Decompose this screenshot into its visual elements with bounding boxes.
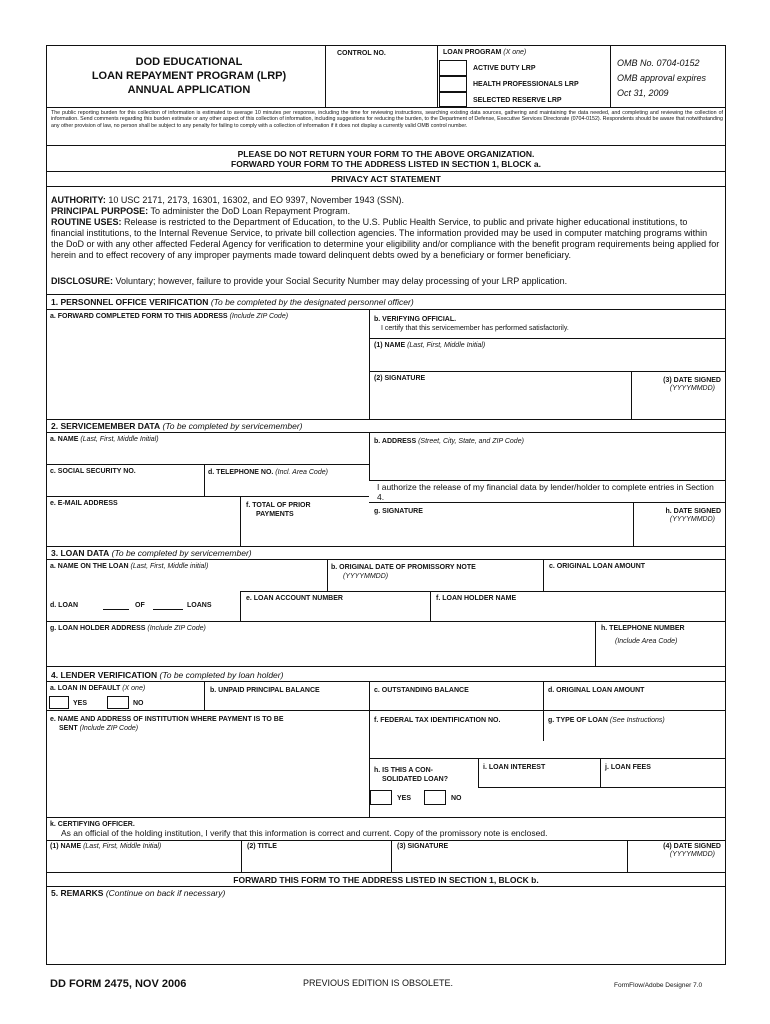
s4-k1-label: (1) NAME (Last, First, Middle Initial) [50, 843, 162, 850]
s2-signature-field[interactable] [371, 516, 631, 544]
s4-k4-label: (4) DATE SIGNED [663, 843, 721, 850]
s1-date-label: (3) DATE SIGNED [663, 377, 721, 384]
s4-original-amount-field[interactable] [545, 696, 723, 709]
s3-holder-name-field[interactable] [432, 603, 723, 620]
s4-loan-fees-field[interactable] [602, 773, 723, 786]
s4-i-label: i. LOAN INTEREST [483, 764, 546, 771]
s2-d-label: d. TELEPHONE NO. (Incl. Area Code) [208, 469, 328, 476]
s1-date-note: (YYYYMMDD) [669, 385, 715, 392]
s1-certify-text: I certify that this servicemember has performed satisfactorily. [381, 325, 569, 332]
forward-notice: FORWARD THIS FORM TO THE ADDRESS LISTED IN SECTION 1, BLOCK b. [233, 875, 539, 885]
s2-prior-payments-field[interactable] [242, 520, 367, 544]
s1-name-label: (1) NAME (Last, First, Middle Initial) [374, 342, 486, 349]
program-health-professionals: HEALTH PROFESSIONALS LRP [473, 81, 579, 88]
s3-b-label: b. ORIGINAL DATE OF PROMISSORY NOTE [331, 564, 476, 571]
s3-holder-phone-field[interactable] [597, 647, 723, 664]
health-professionals-checkbox[interactable] [439, 76, 467, 92]
s3-h-label: h. TELEPHONE NUMBER [601, 625, 685, 632]
return-notice: PLEASE DO NOT RETURN YOUR FORM TO THE ABOVE ORGANIZATION. FORWARD YOUR FORM TO THE ADDRESS LISTED IN SECTION 1, BLOCK a. [231, 149, 541, 169]
s4-c-label: c. OUTSTANDING BALANCE [374, 687, 469, 694]
s2-date-field[interactable] [635, 525, 723, 544]
s4-tax-id-field[interactable] [371, 726, 541, 740]
s4-k2-label: (2) TITLE [247, 843, 277, 850]
selected-reserve-checkbox[interactable] [439, 92, 467, 107]
s1-signature-label: (2) SIGNATURE [374, 375, 426, 382]
control-no-label: CONTROL NO. [337, 50, 386, 57]
s2-telephone-field[interactable] [206, 477, 367, 494]
form-title-line-1: DOD EDUCATIONAL [135, 56, 243, 68]
form-title [55, 55, 323, 97]
s4-consolidated-no-label: NO [451, 795, 462, 802]
s2-g-label: g. SIGNATURE [374, 508, 423, 515]
s1-signature-field[interactable] [371, 383, 629, 417]
s4-h-label: h. IS THIS A CON- SOLIDATED LOAN? [374, 767, 448, 783]
s4-k-label: k. CERTIFYING OFFICER. [50, 821, 135, 828]
s3-holder-address-field[interactable] [49, 634, 593, 664]
software-credit: FormFlow/Adobe Designer 7.0 [614, 982, 703, 989]
s2-f-label: f. TOTAL OF PRIOR PAYMENTS [246, 502, 311, 518]
s4-loan-type-field[interactable] [545, 726, 723, 740]
control-no-field[interactable] [326, 56, 437, 106]
s3-d-loans: LOANS [187, 602, 212, 609]
section-1-title: 1. PERSONNEL OFFICE VERIFICATION (To be completed by the designated personnel officer) [51, 297, 414, 307]
s1-a-label: a. FORWARD COMPLETED FORM TO THIS ADDRESS (Include ZIP Code) [50, 313, 289, 320]
s2-ssn-field[interactable] [49, 476, 202, 494]
privacy-disclosure: DISCLOSURE: Voluntary; however, failure to provide your Social Security Number may delay processing of your LRP application. [51, 276, 568, 286]
program-active-duty: ACTIVE DUTY LRP [473, 65, 536, 72]
obsolete-notice: PREVIOUS EDITION IS OBSOLETE. [303, 978, 454, 988]
s4-k4-note: (YYYYMMDD) [669, 851, 715, 858]
s3-original-amount-field[interactable] [545, 572, 723, 590]
s2-b-label: b. ADDRESS (Street, City, State, and ZIP Code) [374, 438, 524, 445]
burden-statement: The public reporting burden for this collection of information is estimated to average 10 minutes per response, including the time for reviewing instructions, searching existing data sources, gathering and maintaining the data needed, and completing and reviewing the collection of information. Send comments regarding this burden estimate or any other aspect of this collection of information, including suggestions for reducing the burden, to the Department of Defense, Executive Services Directorate (0704-0152). Respondents should be aware that notwithstanding any other provision of law, no person shall be subject to any penalty for failing to comply with a collection of information if it does not display a currently valid OMB control number. [51, 110, 723, 129]
s3-a-label: a. NAME ON THE LOAN (Last, First, Middle initial) [50, 563, 209, 570]
loan-program-label: LOAN PROGRAM (X one) [443, 49, 527, 56]
form-id: DD FORM 2475, NOV 2006 [50, 978, 187, 990]
s1-date-field[interactable] [633, 394, 723, 416]
form-title-line-2: LOAN REPAYMENT PROGRAM (LRP) [91, 70, 287, 82]
s3-d-of: OF [135, 602, 145, 609]
s3-account-number-field[interactable] [242, 603, 428, 620]
s2-name-field[interactable] [49, 444, 367, 464]
s3-name-field[interactable] [49, 572, 325, 590]
s3-promissory-date-field[interactable] [329, 580, 541, 590]
privacy-purpose: PRINCIPAL PURPOSE: To administer the DoD Loan Repayment Program. [51, 206, 351, 216]
s4-k3-label: (3) SIGNATURE [397, 843, 449, 850]
s1-b-label: b. VERIFYING OFFICIAL. [374, 316, 457, 323]
s1-official-name-field[interactable] [371, 350, 723, 370]
s3-total-loans-field[interactable] [153, 599, 183, 609]
s4-consolidated-yes-label: YES [397, 795, 412, 802]
privacy-act-title: PRIVACY ACT STATEMENT [331, 174, 441, 184]
s4-unpaid-principal-field[interactable] [206, 696, 367, 709]
section-5-title: 5. REMARKS (Continue on back if necessary) [51, 888, 226, 898]
s4-default-yes-checkbox[interactable] [49, 696, 69, 709]
s1-forward-address-field[interactable] [49, 322, 367, 417]
s3-b-note: (YYYYMMDD) [343, 573, 389, 580]
s2-e-label: e. E-MAIL ADDRESS [50, 500, 118, 507]
s4-k-text: As an official of the holding institution, I verify that this information is correct and current. Copy of the promissory note is enclosed. [61, 828, 548, 838]
s2-address-field[interactable] [371, 446, 723, 478]
s3-f-label: f. LOAN HOLDER NAME [436, 595, 517, 602]
privacy-routine-uses: ROUTINE USES: Release is restricted to the Department of Education, to the U.S. Public Health Service, to public and private higher educational institutions, to financial institutions, to the Internal Revenue Service, to private bill collection agencies. The information provided may be used in computer matching programs within the DoD or with any other affected Federal Agency for verification to determine your eligibility and/or compliance with the benefit program requirements being applied for herein and to effect recovery of any improper payments made toward delinquent debts owed by a beneficiary or former beneficiary. [51, 217, 720, 260]
form-title-line-3: ANNUAL APPLICATION [127, 84, 251, 96]
section-4-title: 4. LENDER VERIFICATION (To be completed by loan holder) [51, 670, 284, 680]
lrp-application-form [46, 45, 726, 965]
s2-email-field[interactable] [49, 508, 238, 544]
s4-officer-name-field[interactable] [49, 852, 239, 870]
section-2-title: 2. SERVICEMEMBER DATA (To be completed by servicemember) [51, 421, 303, 431]
s2-authorize-text: I authorize the release of my financial data by lender/holder to complete entries in Section 4. [377, 482, 714, 502]
s4-e-label: e. NAME AND ADDRESS OF INSTITUTION WHERE PAYMENT IS TO BE SENT (Include ZIP Code) [50, 716, 284, 732]
s3-loan-number-field[interactable] [103, 599, 129, 609]
program-selected-reserve: SELECTED RESERVE LRP [473, 97, 562, 104]
s4-consolidated-no-checkbox[interactable] [424, 790, 446, 805]
s2-h-note: (YYYYMMDD) [669, 516, 715, 523]
s4-b-label: b. UNPAID PRINCIPAL BALANCE [210, 687, 320, 694]
s4-institution-address-field[interactable] [49, 736, 367, 816]
s2-h-label: h. DATE SIGNED [665, 508, 721, 515]
s4-j-label: j. LOAN FEES [605, 764, 651, 771]
s4-a-label: a. LOAN IN DEFAULT (X one) [50, 685, 146, 692]
s4-outstanding-balance-field[interactable] [371, 696, 541, 709]
s4-yes-label: YES [73, 700, 88, 707]
s4-f-label: f. FEDERAL TAX IDENTIFICATION NO. [374, 717, 501, 724]
section-3-title: 3. LOAN DATA (To be completed by servicemember) [51, 548, 252, 558]
active-duty-checkbox[interactable] [439, 60, 467, 76]
s4-consolidated-yes-checkbox[interactable] [370, 790, 392, 805]
s3-e-label: e. LOAN ACCOUNT NUMBER [246, 595, 343, 602]
s4-d-label: d. ORIGINAL LOAN AMOUNT [548, 687, 645, 694]
privacy-authority: AUTHORITY: 10 USC 2171, 2173, 16301, 16302, and EO 9397, November 1943 (SSN). [51, 195, 405, 205]
s3-c-label: c. ORIGINAL LOAN AMOUNT [549, 563, 646, 570]
omb-info: OMB No. 0704-0152 OMB approval expires Oct 31, 2009 [617, 58, 707, 98]
s4-no-label: NO [133, 700, 144, 707]
s3-h-note: (Include Area Code) [615, 638, 678, 645]
s3-g-label: g. LOAN HOLDER ADDRESS (Include ZIP Code) [50, 625, 206, 632]
s4-officer-title-field[interactable] [243, 852, 389, 870]
s3-d-label: d. LOAN [50, 602, 78, 609]
s4-default-no-checkbox[interactable] [107, 696, 129, 709]
s4-g-label: g. TYPE OF LOAN (See Instructions) [548, 717, 665, 724]
s4-loan-interest-field[interactable] [480, 773, 598, 786]
s4-officer-date-field[interactable] [629, 860, 723, 870]
s2-c-label: c. SOCIAL SECURITY NO. [50, 468, 136, 475]
s4-officer-signature-field[interactable] [393, 852, 625, 870]
s5-remarks-field[interactable] [49, 900, 723, 964]
s2-a-label: a. NAME (Last, First, Middle Initial) [50, 436, 159, 443]
